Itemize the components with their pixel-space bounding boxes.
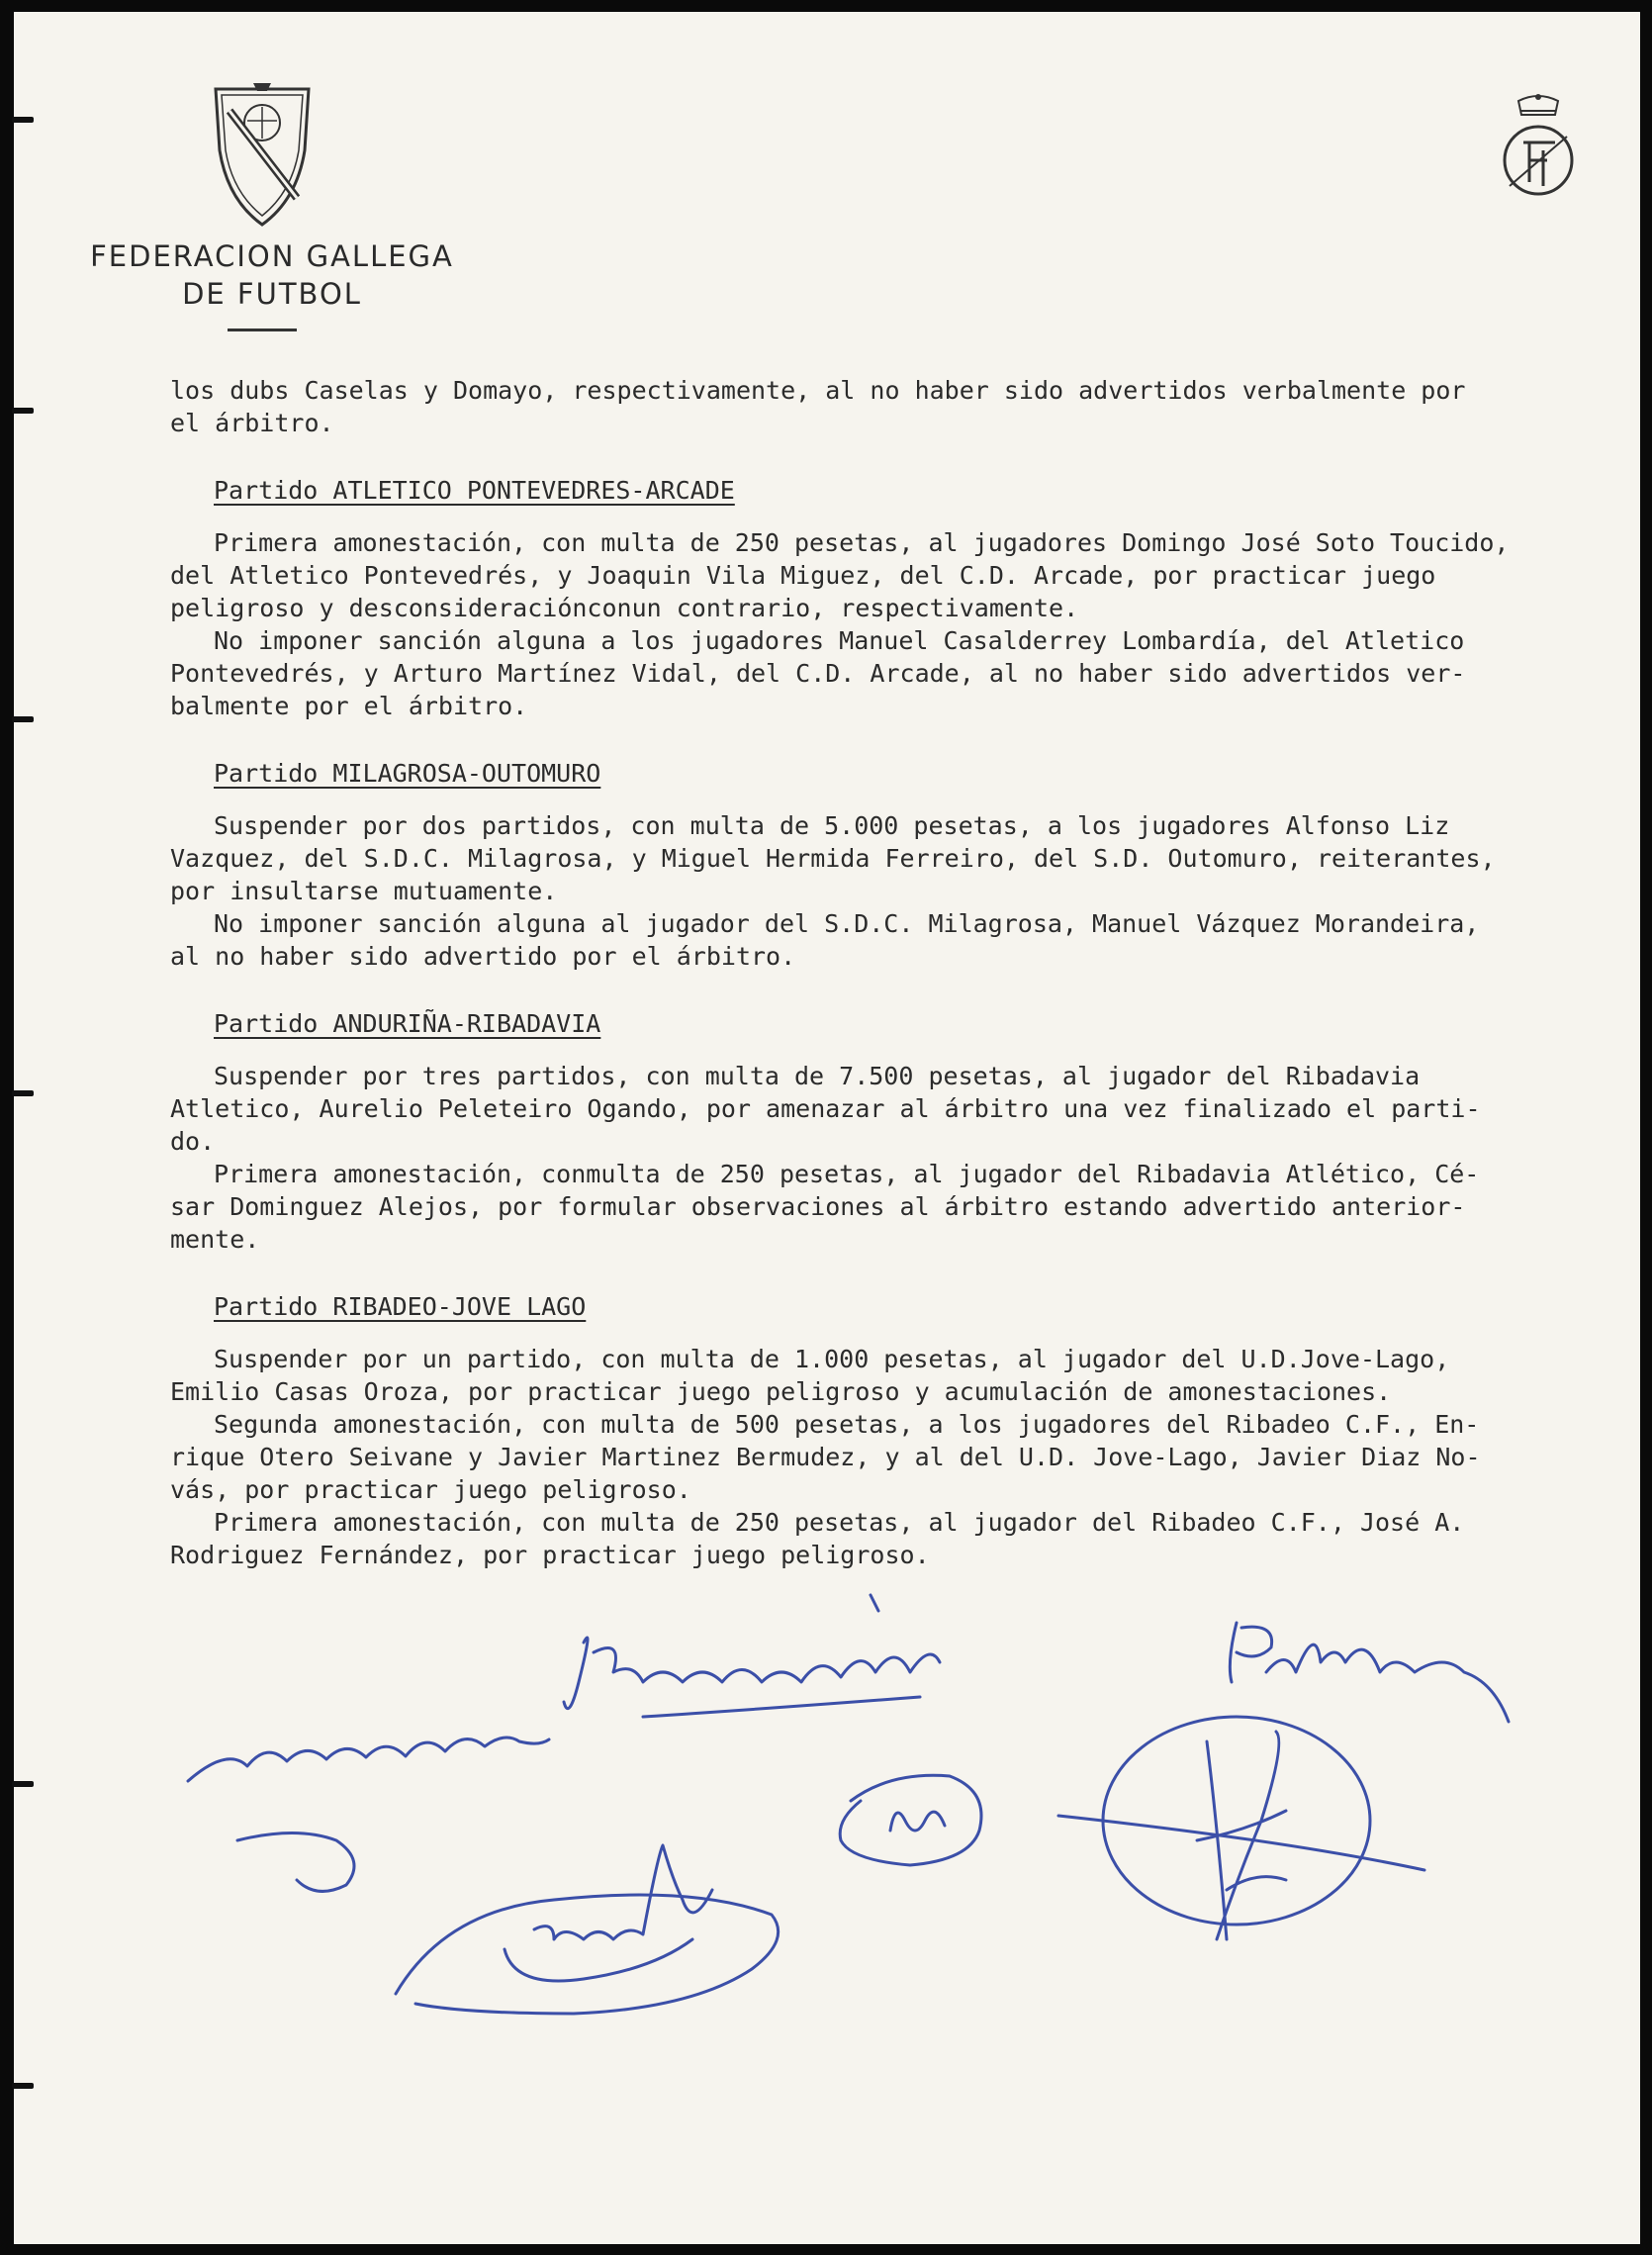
paragraph-line: Atletico, Aurelio Peleteiro Ogando, por amenazar al árbitro una vez finalizado el parti- [170, 1094, 1481, 1123]
paragraph-line: sar Dominguez Alejos, por formular observaciones al árbitro estando advertido anterior- [170, 1192, 1466, 1221]
org-name-line2: DE FUTBOL [182, 277, 362, 311]
paragraph-line: Suspender por dos partidos, con multa de 5.000 pesetas, a los jugadores Alfonso Liz [214, 811, 1450, 840]
paragraph-line: por insultarse mutuamente. [170, 877, 558, 905]
paragraph-line: Pontevedrés, y Arturo Martínez Vidal, del C.D. Arcade, al no haber sido advertidos ver- [170, 659, 1466, 688]
binder-hole [12, 716, 34, 722]
paragraph-line: Suspender por un partido, con multa de 1.000 pesetas, al jugador del U.D.Jove-Lago, [214, 1345, 1450, 1373]
paragraph-line: balmente por el árbitro. [170, 692, 528, 720]
paragraph-line: Primera amonestación, conmulta de 250 pesetas, al jugador del Ribadavia Atlético, Cé- [214, 1160, 1480, 1188]
paragraph-line: No imponer sanción alguna a los jugadores Manuel Casalderrey Lombardía, del Atletico [214, 626, 1465, 655]
paragraph-line: rique Otero Seivane y Javier Martinez Bermudez, y al del U.D. Jove-Lago, Javier Diaz No- [170, 1443, 1481, 1471]
federation-shield-logo [208, 81, 317, 230]
paragraph-line: del Atletico Pontevedrés, y Joaquin Vila Miguez, del C.D. Arcade, por practicar juego [170, 561, 1436, 590]
paragraph-line: mente. [170, 1225, 260, 1254]
paragraph-line: No imponer sanción alguna al jugador del S.D.C. Milagrosa, Manuel Vázquez Morandeira, [214, 909, 1480, 938]
paragraph-line: do. [170, 1127, 216, 1156]
paragraph-line: Emilio Casas Oroza, por practicar juego peligroso y acumulación de amonestaciones. [170, 1377, 1392, 1406]
paragraph-line: Suspender por tres partidos, con multa de 7.500 pesetas, al jugador del Ribadavia [214, 1062, 1421, 1090]
section-heading: Partido ANDURIÑA-RIBADAVIA [214, 1009, 601, 1038]
binder-hole [12, 408, 34, 414]
resolution-text [170, 374, 1614, 1571]
paragraph-line: Primera amonestación, con multa de 250 pesetas, al jugadores Domingo José Soto Toucido, [214, 528, 1510, 557]
paragraph-line: Vazquez, del S.D.C. Milagrosa, y Miguel Hermida Ferreiro, del S.D. Outomuro, reiterantes, [170, 844, 1496, 873]
crown-crest-logo [1484, 91, 1593, 210]
binder-hole [12, 2083, 34, 2089]
organization-name [54, 237, 490, 313]
paragraph-line: Segunda amonestación, con multa de 500 pesetas, a los jugadores del Ribadeo C.F., En- [214, 1410, 1480, 1439]
header-divider [228, 329, 297, 331]
paragraph-line: vás, por practicar juego peligroso. [170, 1475, 691, 1504]
paragraph-line: al no haber sido advertido por el árbitro. [170, 942, 796, 971]
section-heading: Partido ATLETICO PONTEVEDRES-ARCADE [214, 476, 735, 505]
intro-line: el árbitro. [170, 409, 334, 437]
binder-hole [12, 1090, 34, 1096]
intro-line: los dubs Caselas y Domayo, respectivamente, al no haber sido advertidos verbalmente por [170, 376, 1466, 405]
binder-hole [12, 117, 34, 123]
binder-hole [12, 1781, 34, 1787]
section-heading: Partido RIBADEO-JOVE LAGO [214, 1292, 587, 1321]
section-heading: Partido MILAGROSA-OUTOMURO [214, 759, 601, 788]
paragraph-line: Primera amonestación, con multa de 250 pesetas, al jugador del Ribadeo C.F., José A. [214, 1508, 1465, 1537]
org-name-line1: FEDERACION GALLEGA [90, 239, 454, 273]
paragraph-line: peligroso y desconsideraciónconun contrario, respectivamente. [170, 594, 1079, 622]
paragraph-line: Rodriguez Fernández, por practicar juego peligroso. [170, 1541, 930, 1569]
